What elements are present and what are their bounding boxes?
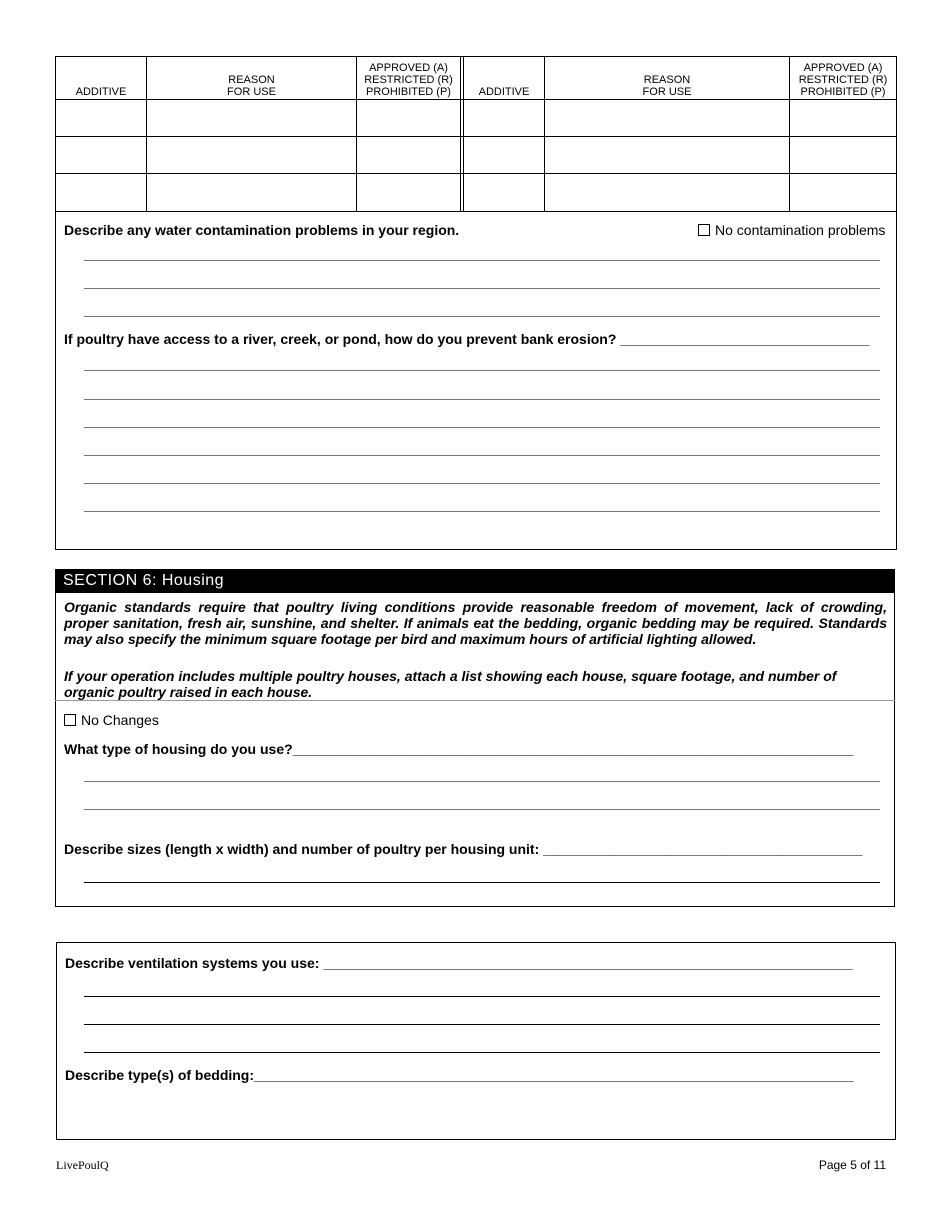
no-contamination-checkbox[interactable] bbox=[698, 224, 710, 236]
header-reason-line1: REASON bbox=[643, 74, 691, 86]
section-6-header: SECTION 6: Housing bbox=[55, 569, 895, 593]
answer-line[interactable] bbox=[84, 1052, 880, 1053]
answer-line[interactable] bbox=[84, 455, 880, 456]
table-cell[interactable] bbox=[790, 174, 896, 211]
header-status-line3: PROHIBITED (P) bbox=[366, 86, 451, 98]
water-contamination-question: Describe any water contamination problems in your region. bbox=[64, 222, 460, 238]
header-status bbox=[357, 62, 460, 98]
table-cell[interactable] bbox=[464, 137, 544, 173]
table-cell[interactable] bbox=[147, 100, 356, 136]
answer-line[interactable] bbox=[84, 882, 880, 883]
header-reason bbox=[147, 74, 356, 98]
ventilation-question: Describe ventilation systems you use: ____________________________________________________________________ bbox=[65, 955, 853, 971]
header-status-line2: RESTRICTED (R) bbox=[798, 74, 888, 86]
table-cell[interactable] bbox=[56, 174, 146, 211]
table-cell[interactable] bbox=[357, 100, 460, 136]
housing-intro-text: Organic standards require that poultry living conditions provide reasonable freedom of movement, lack of crowding, proper sanitation, fresh air, sunshine, and shelter. If animals eat the bedding, organic bedding may be required. Standards may also specify the minimum square footage per bird and maximum hours of artificial lighting allowed. bbox=[64, 599, 887, 647]
answer-line[interactable] bbox=[84, 288, 880, 289]
answer-line[interactable] bbox=[84, 427, 880, 428]
answer-line[interactable] bbox=[84, 781, 880, 782]
section-6-right-border bbox=[894, 593, 895, 906]
header-additive: ADDITIVE bbox=[478, 86, 530, 98]
housing-sizes-question: Describe sizes (length x width) and number of poultry per housing unit: _________________________________________ bbox=[64, 841, 863, 857]
section-6-bottom-border bbox=[55, 906, 895, 907]
header-reason-line2: FOR USE bbox=[642, 86, 692, 98]
answer-line[interactable] bbox=[84, 996, 880, 997]
answer-line[interactable] bbox=[84, 809, 880, 810]
no-contamination-option[interactable] bbox=[698, 222, 885, 238]
bedding-question: Describe type(s) of bedding:_____________________________________________________________________________ bbox=[65, 1067, 854, 1083]
table-cell[interactable] bbox=[56, 100, 146, 136]
form-code: LivePoulQ bbox=[56, 1158, 109, 1172]
table-cell[interactable] bbox=[464, 174, 544, 211]
no-contamination-label: No contamination problems bbox=[715, 222, 886, 238]
header-status-line1: APPROVED (A) bbox=[803, 62, 883, 74]
ventilation-box bbox=[56, 942, 896, 1140]
header-status-line2: RESTRICTED (R) bbox=[364, 74, 453, 86]
no-changes-option[interactable] bbox=[64, 712, 159, 728]
table-bottom-divider bbox=[55, 211, 897, 212]
header-reason-line2: FOR USE bbox=[227, 86, 276, 98]
housing-type-question: What type of housing do you use?________________________________________________________________________ bbox=[64, 741, 854, 757]
table-cell[interactable] bbox=[545, 100, 789, 136]
page-number: Page 5 of 11 bbox=[818, 1158, 886, 1172]
answer-line[interactable] bbox=[84, 399, 880, 400]
table-cell[interactable] bbox=[790, 137, 896, 173]
header-status-line1: APPROVED (A) bbox=[369, 62, 448, 74]
table-cell[interactable] bbox=[147, 137, 356, 173]
table-cell[interactable] bbox=[545, 137, 789, 173]
table-cell[interactable] bbox=[464, 100, 544, 136]
answer-line[interactable] bbox=[84, 483, 880, 484]
answer-line[interactable] bbox=[84, 316, 880, 317]
header-status bbox=[790, 62, 896, 98]
table-cell[interactable] bbox=[357, 137, 460, 173]
answer-line[interactable] bbox=[84, 1024, 880, 1025]
bank-erosion-question: If poultry have access to a river, creek, or pond, how do you prevent bank erosion? ________________________________ bbox=[64, 331, 870, 347]
answer-line[interactable] bbox=[84, 370, 880, 371]
table-cell[interactable] bbox=[357, 174, 460, 211]
table-col-divider bbox=[460, 56, 461, 211]
header-reason bbox=[545, 74, 789, 98]
multiple-houses-note: If your operation includes multiple poultry houses, attach a list showing each house, square footage, and number of organic poultry raised in each house. bbox=[64, 668, 837, 700]
header-additive: ADDITIVE bbox=[75, 86, 127, 98]
no-changes-checkbox[interactable] bbox=[64, 714, 76, 726]
table-cell[interactable] bbox=[56, 137, 146, 173]
section-6-left-border bbox=[55, 593, 56, 906]
intro-divider bbox=[55, 700, 895, 701]
answer-line[interactable] bbox=[84, 511, 880, 512]
table-cell[interactable] bbox=[790, 100, 896, 136]
answer-line[interactable] bbox=[84, 260, 880, 261]
header-status-line3: PROHIBITED (P) bbox=[800, 86, 886, 98]
table-cell[interactable] bbox=[545, 174, 789, 211]
no-changes-label: No Changes bbox=[81, 712, 159, 728]
table-cell[interactable] bbox=[147, 174, 356, 211]
header-reason-line1: REASON bbox=[228, 74, 275, 86]
